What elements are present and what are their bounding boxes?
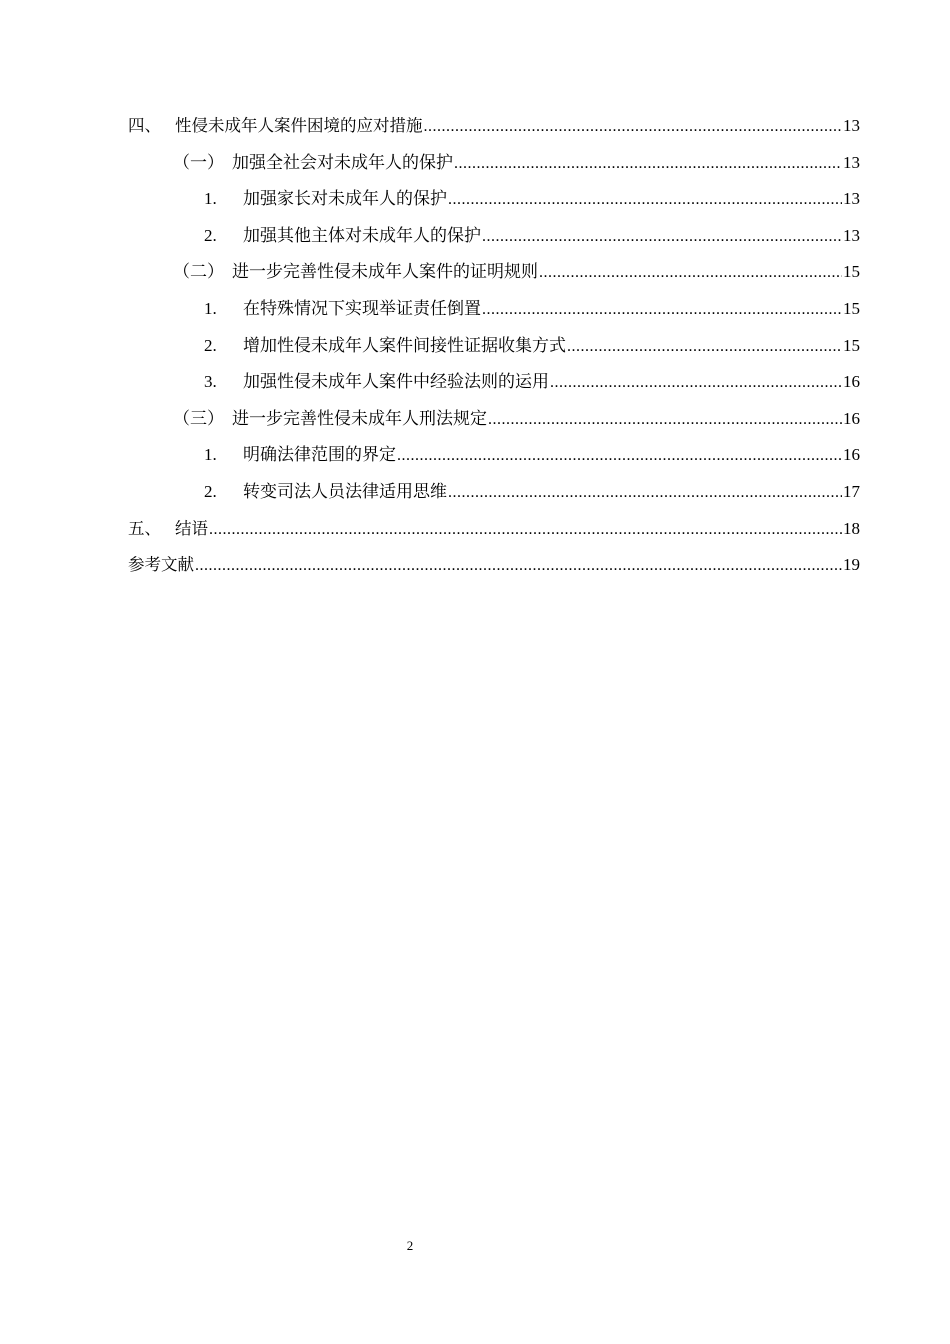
toc-entry-number: 2. [204,481,217,501]
toc-entry[interactable] [128,437,860,474]
page-number: 2 [406,1238,414,1253]
toc-entry-page: 16 [843,372,860,392]
toc-dot-leader [195,548,842,585]
toc-entry-title: 参考文献 [128,555,194,575]
toc-entry-number: 1. [204,445,217,465]
toc-entry-page: 16 [843,408,860,428]
toc-entry[interactable] [128,401,860,438]
toc-dot-leader [550,365,842,402]
toc-entry[interactable] [128,291,860,328]
toc-entry-page: 13 [843,225,860,245]
toc-entry-number: 2. [204,335,217,355]
toc-entry-title: 加强全社会对未成年人的保护 [232,152,453,172]
toc-entry-page: 15 [843,335,860,355]
toc-dot-leader [488,402,842,439]
toc-entry[interactable] [128,108,860,145]
table-of-contents [128,108,860,584]
toc-entry-page: 13 [843,116,860,135]
toc-entry-number: （三） [173,408,224,428]
toc-entry-page: 19 [843,555,860,575]
toc-entry-page: 13 [843,152,860,172]
toc-entry[interactable] [128,547,860,584]
toc-entry-number: 1. [204,189,217,209]
toc-entry[interactable] [128,254,860,291]
toc-dot-leader [397,438,842,475]
toc-entry-title: 结语 [175,518,208,538]
toc-entry[interactable] [128,364,860,401]
toc-entry[interactable] [128,218,860,255]
toc-entry-number: （一） [173,152,224,172]
toc-entry[interactable] [128,181,860,218]
toc-entry[interactable] [128,511,860,548]
toc-dot-leader [448,475,842,512]
toc-entry-page: 18 [843,518,860,538]
toc-entry-number: 四、 [128,116,161,135]
toc-entry[interactable] [128,145,860,182]
toc-entry-title: 加强家长对未成年人的保护 [243,189,447,209]
toc-dot-leader [539,255,842,292]
toc-dot-leader [424,109,843,146]
toc-dot-leader [567,329,842,366]
toc-entry-number: 2. [204,225,217,245]
toc-dot-leader [454,146,842,183]
toc-entry-title: 在特殊情况下实现举证责任倒置 [243,298,481,318]
toc-dot-leader [482,219,842,256]
toc-entry-number: （二） [173,262,224,282]
toc-entry-title: 加强其他主体对未成年人的保护 [243,225,481,245]
toc-entry-page: 16 [843,445,860,465]
toc-dot-leader [448,182,842,219]
toc-entry-page: 17 [843,481,860,501]
toc-entry-title: 增加性侵未成年人案件间接性证据收集方式 [243,335,566,355]
toc-entry-title: 加强性侵未成年人案件中经验法则的运用 [243,372,549,392]
toc-entry-number: 3. [204,372,217,392]
toc-entry-number: 五、 [128,518,161,538]
toc-entry-title: 转变司法人员法律适用思维 [243,481,447,501]
toc-entry-title: 明确法律范围的界定 [243,445,396,465]
toc-entry-page: 15 [843,298,860,318]
toc-entry[interactable] [128,328,860,365]
toc-entry-title: 性侵未成年人案件困境的应对措施 [175,116,423,135]
toc-dot-leader [209,512,842,549]
toc-entry-number: 1. [204,298,217,318]
toc-entry-page: 13 [843,189,860,209]
toc-dot-leader [482,292,842,329]
toc-entry-title: 进一步完善性侵未成年人刑法规定 [232,408,487,428]
toc-entry-title: 进一步完善性侵未成年人案件的证明规则 [232,262,538,282]
toc-entry-page: 15 [843,262,860,282]
toc-entry[interactable] [128,474,860,511]
